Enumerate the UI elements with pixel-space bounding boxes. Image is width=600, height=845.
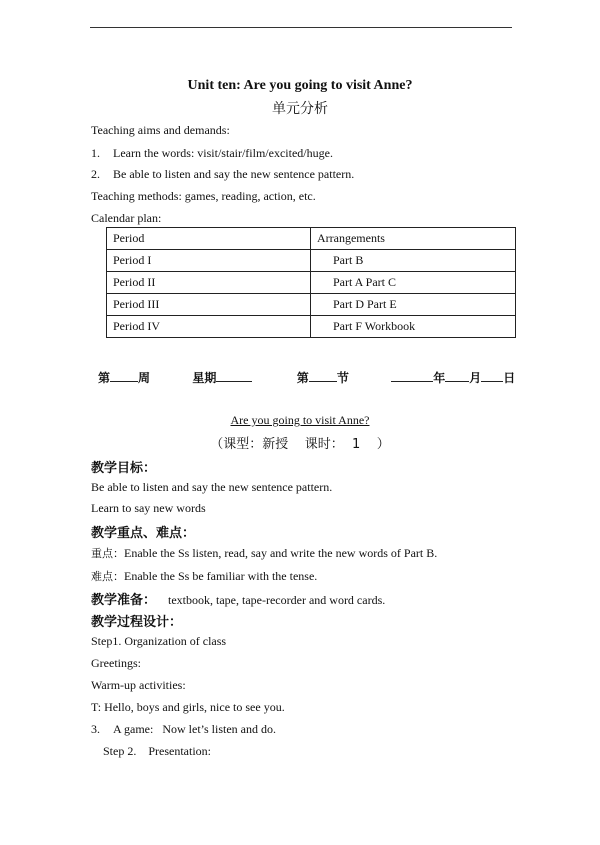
table-row	[107, 250, 516, 272]
top-rule	[90, 27, 512, 28]
schedule-di: 第	[98, 371, 111, 385]
arrangement-cell: Part B	[311, 250, 516, 272]
difficulty-label: 难点：	[91, 570, 124, 583]
objective-line: Be able to listen and say the new sentence pattern.	[91, 480, 333, 494]
period-cell: Period I	[107, 250, 311, 272]
aims-heading: Teaching aims and demands:	[91, 123, 230, 137]
header-cell: Period	[107, 228, 311, 250]
year-blank	[391, 370, 433, 382]
objective-line: Learn to say new words	[91, 501, 206, 515]
aim-item-text: Learn the words: visit/stair/film/excited/huge.	[113, 146, 333, 160]
preparation-heading: 教学准备：	[91, 593, 157, 608]
process-game-text: A game: Now let’s listen and do.	[113, 722, 276, 736]
calendar-table	[106, 227, 516, 338]
unit-subtitle: 单元分析	[272, 101, 328, 117]
schedule-xingqi: 星期	[192, 371, 217, 385]
period-cell: Period III	[107, 294, 311, 316]
aim-item-number: 2.	[91, 167, 100, 181]
schedule-line	[98, 369, 515, 386]
period-cell: Period II	[107, 272, 311, 294]
key-point-text: Enable the Ss listen, read, say and write the new words of Part B.	[124, 546, 438, 560]
process-heading: 教学过程设计：	[91, 615, 183, 630]
process-warmup: Warm-up activities:	[91, 678, 186, 692]
schedule-ri: 日	[503, 371, 516, 385]
header-cell: Arrangements	[311, 228, 516, 250]
process-step2: Step 2. Presentation:	[103, 744, 211, 758]
schedule-zhou: 周	[138, 371, 151, 385]
teaching-methods: Teaching methods: games, reading, action, etc.	[91, 189, 316, 203]
period-blank	[309, 370, 337, 382]
week-blank	[110, 370, 138, 382]
process-step1: Step1. Organization of class	[91, 634, 227, 648]
arrangement-cell: Part A Part C	[311, 272, 516, 294]
lesson-title: Are you going to visit Anne?	[230, 413, 370, 427]
arrangement-cell: Part F Workbook	[311, 316, 516, 338]
lesson-type: （课型：新授 课时： 1 ）	[210, 437, 390, 452]
table-row	[107, 294, 516, 316]
period-cell: Period IV	[107, 316, 311, 338]
table-row	[107, 316, 516, 338]
aim-item-text: Be able to listen and say the new sentence pattern.	[113, 167, 355, 181]
key-point-label: 重点：	[91, 547, 124, 560]
difficulty-text: Enable the Ss be familiar with the tense.	[124, 569, 318, 583]
preparation-line	[91, 589, 385, 608]
key-points-heading: 教学重点、难点：	[91, 526, 196, 541]
calendar-label: Calendar plan:	[91, 211, 162, 225]
key-point-line	[91, 545, 437, 561]
difficulty-line	[91, 568, 317, 584]
process-game-number: 3.	[91, 722, 100, 736]
schedule-nian: 年	[433, 371, 446, 385]
schedule-yue: 月	[469, 371, 482, 385]
unit-title: Unit ten: Are you going to visit Anne?	[187, 78, 413, 93]
weekday-blank	[216, 370, 252, 382]
table-row	[107, 272, 516, 294]
objectives-heading: 教学目标：	[91, 461, 157, 476]
month-blank	[445, 370, 469, 382]
process-teacher-line: T: Hello, boys and girls, nice to see you.	[91, 700, 285, 714]
schedule-di2: 第	[296, 371, 309, 385]
day-blank	[481, 370, 503, 382]
table-header-row	[107, 228, 516, 250]
schedule-jie: 节	[336, 371, 349, 385]
preparation-text: textbook, tape, tape-recorder and word cards.	[168, 593, 386, 607]
arrangement-cell: Part D Part E	[311, 294, 516, 316]
aim-item-number: 1.	[91, 146, 100, 160]
process-greetings: Greetings:	[91, 656, 141, 670]
